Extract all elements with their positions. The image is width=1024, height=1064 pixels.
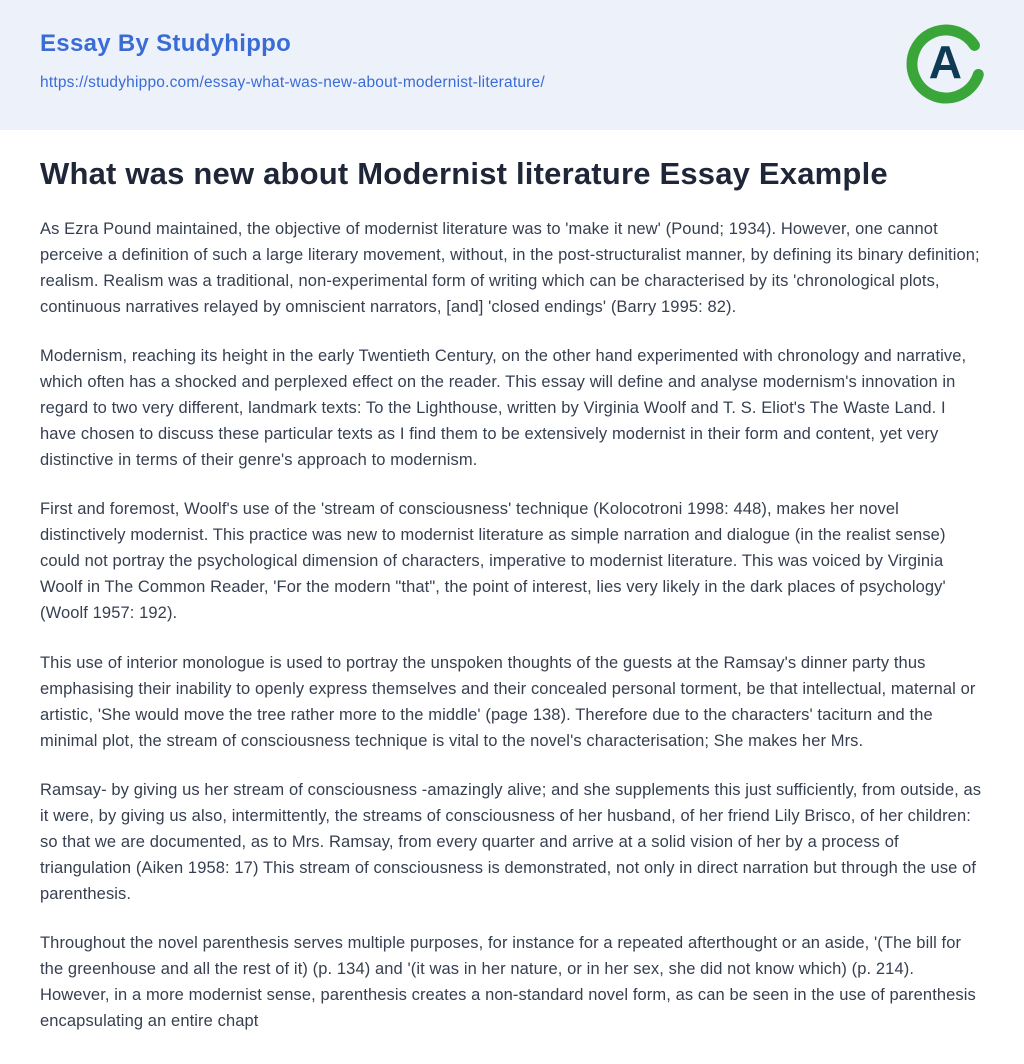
page-url-link[interactable]: https://studyhippo.com/essay-what-was-new-about-modernist-literature/ bbox=[40, 74, 545, 91]
site-header bbox=[0, 0, 1024, 130]
article-paragraph: Throughout the novel parenthesis serves multiple purposes, for instance for a repeated afterthought or an aside, '(The bill for the greenhouse and all the rest of it) (p. 134) and '(it was in her nature, or in her sex, she did not know which) (p. 214). However, in a more modernist sense, parenthesis creates a non-standard novel form, as can be seen in the use of parenthesis encapsulating an entire chapt bbox=[40, 934, 976, 1031]
site-title[interactable]: Essay By Studyhippo bbox=[40, 30, 292, 57]
article-paragraph: As Ezra Pound maintained, the objective of modernist literature was to 'make it new' (Pound; 1934). However, one cannot perceive a definition of such a large literary movement, without, in the post-structuralist manner, by defining its binary definition; realism. Realism was a traditional, non-experimental form of writing which can be characterised by its 'chronological plots, continuous narratives relayed by omniscient narrators, [and] 'closed endings' (Barry 1995: 82). bbox=[40, 219, 980, 316]
article-paragraph: Ramsay- by giving us her stream of consciousness -amazingly alive; and she supplements this just sufficiently, from outside, as it were, by giving us also, intermittently, the streams of consciousness of her husband, of her friend Lily Brisco, of her children: so that we are documented, as to Mrs. Ramsay, from every quarter and arrive at a solid vision of her by a process of triangulation (Aiken 1958: 17) This stream of consciousness is demonstrated, not only in direct narration but through the use of parenthesis. bbox=[40, 780, 982, 904]
article-paragraph: Modernism, reaching its height in the early Twentieth Century, on the other hand experimented with chronology and narrative, which often has a shocked and perplexed effect on the reader. This essay will define and analyse modernism's innovation in regard to two very different, landmark texts: To the Lighthouse, written by Virginia Woolf and T. S. Eliot's The Waste Land. I have chosen to discuss these particular texts as I find them to be extensively modernist in their form and content, yet very distinctive in terms of their genre's approach to modernism. bbox=[40, 346, 967, 470]
article-paragraph: First and foremost, Woolf's use of the 'stream of consciousness' technique (Kolocotroni 1998: 448), makes her novel distinctively modernist. This practice was new to modernist literature as simple narration and dialogue (in the realist sense) could not portray the psychological dimension of characters, imperative to modernist literature. This was voiced by Virginia Woolf in The Common Reader, 'For the modern "that", the point of interest, lies very likely in the dark places of psychology' (Woolf 1957: 192). bbox=[40, 500, 946, 623]
article-paragraph: This use of interior monologue is used to portray the unspoken thoughts of the guests at the Ramsay's dinner party thus emphasising their inability to openly express themselves and their concealed personal torment, be that intellectual, maternal or artistic, 'She would move the tree rather more to the middle' (page 138). Therefore due to the characters' taciturn and the minimal plot, the stream of consciousness technique is vital to the novel's characterisation; She makes her Mrs. bbox=[40, 653, 976, 750]
article-title: What was new about Modernist literature Essay Example bbox=[40, 156, 888, 191]
article bbox=[0, 130, 1024, 1064]
site-logo[interactable] bbox=[906, 24, 986, 104]
logo-letter: A bbox=[928, 36, 962, 89]
